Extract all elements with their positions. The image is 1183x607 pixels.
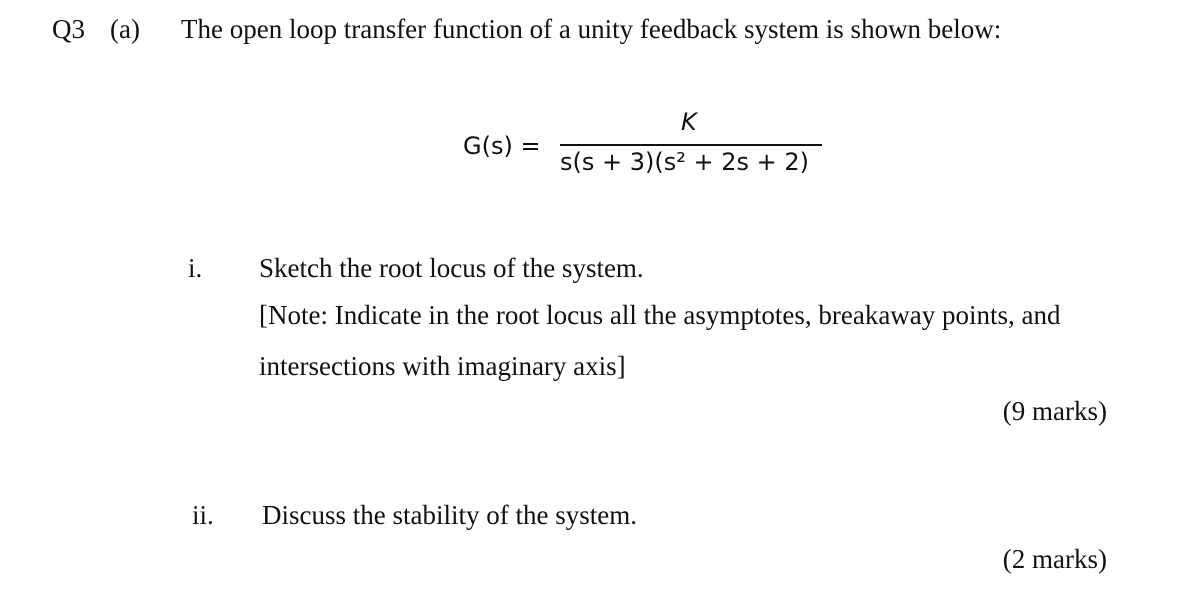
question-part-label: (a)	[110, 14, 140, 44]
sub-question-number: i.	[188, 253, 203, 283]
sub-question-note-line-2: intersections with imaginary axis]	[259, 351, 626, 381]
sub-question-note-line-1: [Note: Indicate in the root locus all the asymptotes, breakaway points, and	[259, 300, 1061, 330]
question-number: Q3	[52, 14, 85, 44]
sub-question-text: Discuss the stability of the system.	[262, 500, 637, 530]
question-intro-text: The open loop transfer function of a unity feedback system is shown below:	[181, 14, 1002, 44]
marks-label: (9 marks)	[1002, 396, 1107, 426]
transfer-function-equation	[463, 108, 833, 188]
fraction-bar	[560, 144, 822, 146]
marks-label: (2 marks)	[1002, 544, 1107, 574]
sub-question-number: ii.	[192, 500, 214, 530]
equation-lhs: G(s) =	[463, 132, 541, 160]
equation-denominator: s(s + 3)(s² + 2s + 2)	[560, 148, 809, 176]
equation-numerator: K	[681, 108, 697, 136]
sub-question-text: Sketch the root locus of the system.	[259, 253, 644, 283]
